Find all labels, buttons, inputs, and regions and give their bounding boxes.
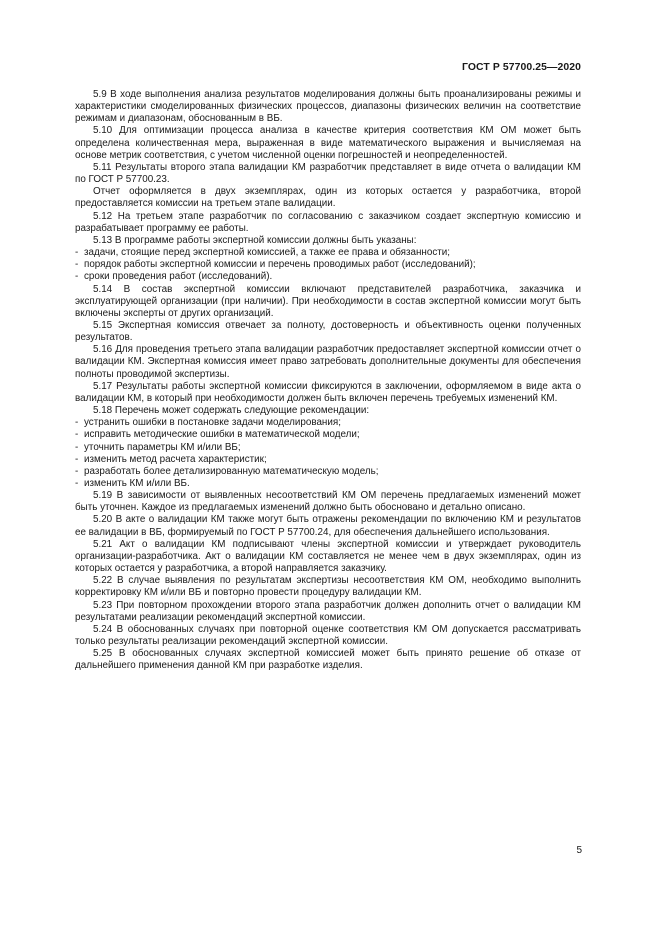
list-item: - изменить метод расчета характеристик; [75,453,267,465]
list-item: - порядок работы экспертной комиссии и перечень проводимых работ (исследований); [75,259,476,271]
list-item: - исправить методические ошибки в математической модели; [75,429,360,441]
list-item: - разработать более детализированную математическую модель; [75,465,379,477]
list-item: - устранить ошибки в постановке задачи моделирования; [75,417,341,429]
page-number: 5 [576,845,582,856]
paragraph-5-10: 5.10 Для оптимизации процесса анализа в качестве критерия соответствия КМ ОМ может быть определена количественная мера, выраженная в виде математического выражения и вычисляемая на основе метрик соответствия, с учетом численной оценки погрешностей и неопределенностей. [75,125,581,161]
paragraph-5-20: 5.20 В акте о валидации КМ также могут быть отражены рекомендации по включению КМ и результатов ее валидации в ВБ, формируемый по ГОСТ Р 57700.24, для обеспечения дальнейшего использования. [75,514,581,538]
list-item: - сроки проведения работ (исследований). [75,271,273,283]
paragraph-5-25: 5.25 В обоснованных случаях экспертной комиссией может быть принято решение об отказе от дальнейшего применения данной КМ при разработке изделия. [75,648,581,672]
list-item: - изменить КМ и/или ВБ. [75,478,190,489]
paragraph-5-24: 5.24 В обоснованных случаях при повторной оценке соответствия КМ ОМ допускается рассматривать только результаты реализации рекомендаций экспертной комиссии. [75,623,581,648]
paragraph-5-17: 5.17 Результаты работы экспертной комиссии фиксируются в заключении, оформляемом в виде акта о валидации КМ, в который при необходимости должен быть включен перечень требуемых изменений КМ. [75,380,581,404]
paragraph-5-19: 5.19 В зависимости от выявленных несоответствий КМ ОМ перечень предлагаемых изменений может быть уточнен. Каждое из предлагаемых изменений должно быть обосновано и детально описано. [75,490,581,514]
paragraph-5-16: 5.16 Для проведения третьего этапа валидации разработчик предоставляет экспертной комиссии отчет о валидации КМ. Экспертная комиссия имеет право затребовать дополнительные документы для обеспечения полноты проводимой экспертизы. [75,344,581,380]
paragraph-5-21: 5.21 Акт о валидации КМ подписывают члены экспертной комиссии и утверждает руководитель организации-разработчика. Акт о валидации КМ составляется не менее чем в двух экземплярах, один из которых остается у разработчика, а второй направляется заказчику. [75,538,581,575]
paragraph-5-13: 5.13 В программе работы экспертной комиссии должны быть указаны: [93,234,417,246]
paragraph-5-12: 5.12 На третьем этапе разработчик по согласованию с заказчиком создает экспертную комиссию и разрабатывает программу ее работы. [75,210,581,234]
list-item: - уточнить параметры КМ и/или ВБ; [75,441,241,453]
paragraph-5-18: 5.18 Перечень может содержать следующие рекомендации: [93,405,370,417]
document-body [75,89,581,673]
paragraph-5-11: 5.11 Результаты второго этапа валидации КМ разработчик представляет в виде отчета о валидации КМ по ГОСТ Р 57700.23. [75,161,581,186]
paragraph-5-22: 5.22 В случае выявления по результатам экспертизы несоответствия КМ ОМ, необходимо выполнить корректировку КМ и/или ВБ и повторно провести процедуру валидации КМ. [75,575,581,599]
paragraph-report-copies: Отчет оформляется в двух экземплярах, один из которых остается у разработчика, второй предоставляется комиссии на третьем этапе валидации. [75,186,581,210]
document-number: ГОСТ Р 57700.25—2020 [462,62,581,73]
paragraph-5-23: 5.23 При повторном прохождении второго этапа разработчик должен дополнить отчет о валидации КМ результатами реализации рекомендаций экспертной комиссии. [75,599,581,623]
paragraph-5-9: 5.9 В ходе выполнения анализа результатов моделирования должны быть проанализированы режимы и характеристики смоделированных физических процессов, диапазоны физических величин на соответствие режимам и диапазонам, обоснованным в ВБ. [75,89,581,125]
paragraph-5-14: 5.14 В состав экспертной комиссии включают представителей разработчика, заказчика и эксплуатирующей организации (при наличии). При необходимости в состав экспертной комиссии могут быть включены эксперты от других организаций. [75,283,581,319]
list-item: - задачи, стоящие перед экспертной комиссией, а также ее права и обязанности; [75,247,450,259]
paragraph-5-15: 5.15 Экспертная комиссия отвечает за полноту, достоверность и объективность оценки полученных результатов. [75,319,581,344]
